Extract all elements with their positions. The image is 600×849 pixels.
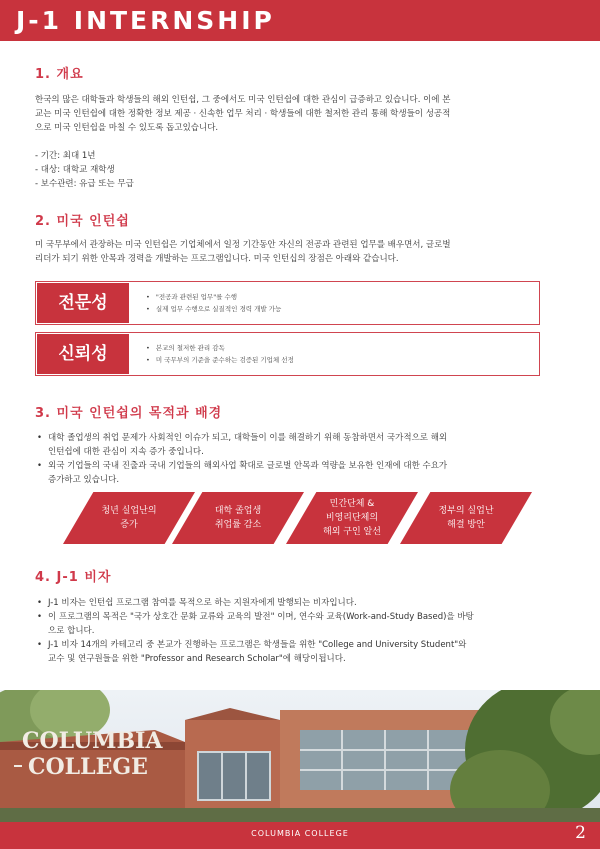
- paragraph-line: 리더가 되기 위한 안목과 경력을 개발하는 프로그램입니다. 미국 인턴십의 장점은 아래와 같습니다.: [35, 254, 399, 264]
- card-expertise: [35, 281, 540, 325]
- card-reliability: [35, 332, 540, 376]
- bullet-item: • 외국 기업들의 국내 진출과 국내 기업들의 해외사업 확대로 글로벌 안목과 역량을 보유한 인재에 대한 수요가 증가하고 있습니다.: [35, 459, 555, 487]
- flow-shape-label: 민간단체 & 비영리단체의 해외 구인 알선: [323, 499, 381, 537]
- section-1-paragraph: [35, 93, 570, 135]
- detail-pay: - 보수관련: 유급 또는 무급: [35, 179, 134, 189]
- card-item: • 실제 업무 수행으로 실질적인 경력 개발 가능: [146, 303, 281, 315]
- bullet-item: • 대학 졸업생의 취업 문제가 사회적인 이슈가 되고, 대학들이 이를 해결하기 위해 동참하면서 국가적으로 해외 인턴쉽에 대한 관심이 지속 증가 중입니다.: [35, 431, 555, 459]
- section-3-bullets: [35, 431, 555, 487]
- flow-shape-label: 대학 졸업생 취업률 감소: [214, 506, 262, 530]
- sign-text-line2: COLLEGE: [28, 754, 148, 780]
- bullet-item: • J-1 비자는 인턴쉽 프로그램 참여를 목적으로 하는 지원자에게 발행되는 비자입니다.: [35, 596, 555, 610]
- paragraph-line: 한국의 많은 대학들과 학생들의 해외 인턴쉽, 그 중에서도 미국 인턴쉽에 대한 관심이 급증하고 있습니다. 이에 본: [35, 95, 451, 105]
- bullet-item: • J-1 비자 14개의 카테고리 중 본교가 진행하는 프로그램은 학생들을 위한 "College and University Student"와 교수 및 연구원들을 위한 "Professor and Research Scholar"에 해당이됩니다.: [35, 638, 555, 666]
- section-2-heading: 2. 미국 인턴쉽: [35, 214, 130, 229]
- card-item: • "전공과 관련된 업무"를 수행: [146, 291, 281, 303]
- card-label: 신뢰성: [37, 334, 129, 374]
- page-title: J-1 INTERNSHIP: [16, 6, 275, 35]
- campus-illustration: [0, 690, 600, 822]
- section-4-bullets: [35, 596, 555, 666]
- paragraph-line: 으로 미국 인턴쉽을 마칠 수 있도록 돕고있습니다.: [35, 123, 219, 133]
- section-1-heading: 1. 개요: [35, 67, 84, 82]
- flow-shape-label: 청년 실업난의 증가: [101, 506, 157, 530]
- card-item: • 미 국무부의 기준을 준수하는 검증된 기업체 선정: [146, 354, 294, 366]
- card-item: • 본교의 철저한 관리 감독: [146, 342, 294, 354]
- section-2-paragraph: [35, 238, 570, 266]
- paragraph-line: 교는 미국 인턴쉽에 대한 정확한 정보 제공 · 신속한 업무 처리 · 학생들에 대한 철저한 관리 통해 학생들이 성공적: [35, 109, 451, 119]
- section-4-heading: 4. J-1 비자: [35, 570, 112, 585]
- card-items: [146, 342, 294, 366]
- section-1-details: [35, 149, 134, 191]
- paragraph-line: 미 국무부에서 관장하는 미국 인턴쉽은 기업체에서 일정 기간동안 자신의 전공과 관련된 업무를 배우면서, 글로벌: [35, 240, 451, 250]
- page-header: [0, 0, 600, 41]
- page-number: 2: [575, 823, 586, 843]
- flow-shape-label: 정부의 실업난 해결 방안: [438, 506, 494, 530]
- sign-text-line1: COLUMBIA: [22, 728, 163, 754]
- detail-target: - 대상: 대학교 재학생: [35, 165, 115, 175]
- bullet-item: • 이 프로그램의 목적은 "국가 상호간 문화 교류와 교육의 발전" 이며, 연수와 교육(Work-and-Study Based)을 바탕 으로 합니다.: [35, 610, 555, 638]
- section-3-heading: 3. 미국 인턴쉽의 목적과 배경: [35, 406, 223, 421]
- card-label: 전문성: [37, 283, 129, 323]
- page-footer: [0, 822, 600, 849]
- campus-photo: [0, 690, 600, 822]
- detail-period: - 기간: 최대 1년: [35, 151, 96, 161]
- card-items: [146, 291, 281, 315]
- footer-text: COLUMBIA COLLEGE: [251, 829, 349, 838]
